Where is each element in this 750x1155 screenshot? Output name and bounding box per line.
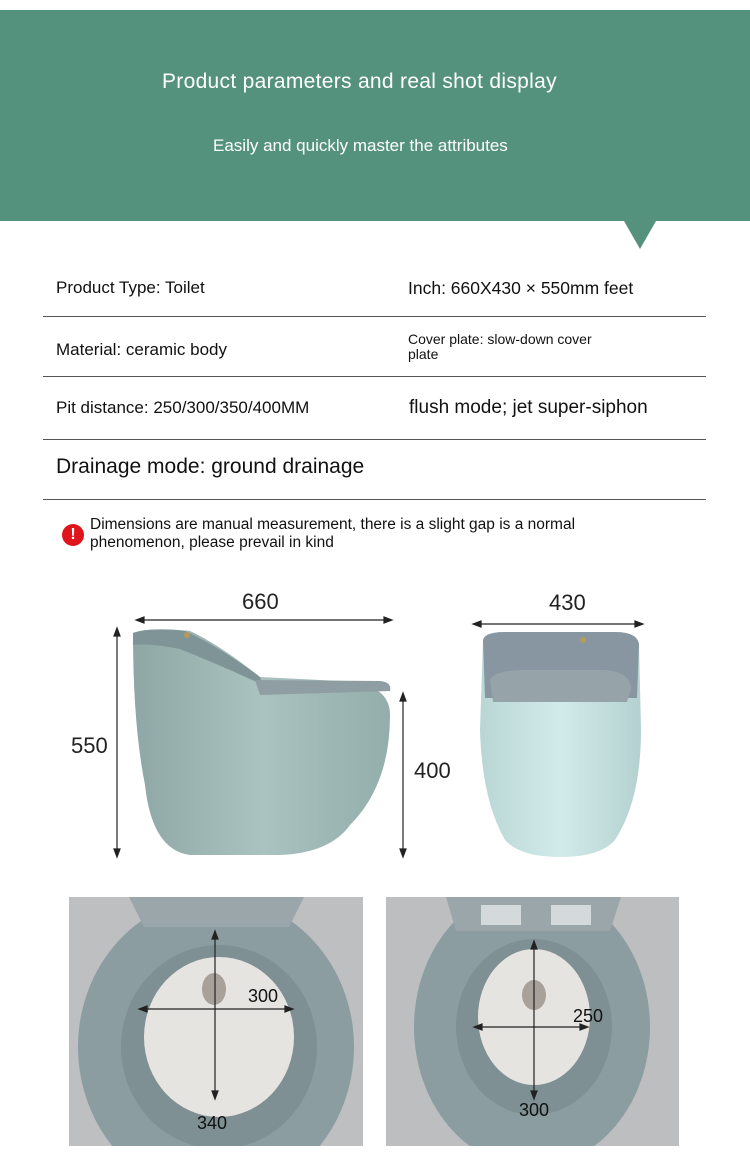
param-pit-distance: Pit distance: 250/300/350/400MM bbox=[56, 398, 310, 417]
seat-height-label: 400 bbox=[414, 758, 451, 783]
param-product-type: Product Type: Toilet bbox=[56, 278, 205, 297]
bowl-right-outer-label: 300 bbox=[519, 1100, 550, 1120]
param-size: Inch: 660X430 × 550mm feet bbox=[408, 278, 634, 298]
param-row bbox=[43, 316, 706, 377]
param-row bbox=[43, 256, 706, 317]
width-arrow bbox=[136, 617, 392, 623]
param-material: Material: ceramic body bbox=[56, 340, 228, 359]
header-banner bbox=[0, 10, 750, 221]
seat-height-arrow bbox=[400, 693, 406, 857]
notice-text: Dimensions are manual measurement, there is a slight gap is a normal phenomenon, please prevail in kind bbox=[90, 516, 576, 551]
front-width-label: 430 bbox=[549, 590, 586, 615]
param-drainage-mode: Drainage mode: ground drainage bbox=[56, 455, 365, 478]
bowl-left-inner-label: 300 bbox=[248, 986, 279, 1006]
bowl-right-inner-label: 250 bbox=[573, 1006, 604, 1026]
side-width-label: 660 bbox=[242, 589, 279, 614]
front-view-diagram bbox=[465, 610, 655, 865]
banner-subtitle: Easily and quickly master the attributes bbox=[213, 136, 508, 155]
bowl-left-outer-label: 340 bbox=[197, 1113, 228, 1133]
param-row bbox=[43, 440, 706, 500]
param-cover-plate: Cover plate: slow-down cover plate bbox=[408, 331, 592, 362]
param-flush-mode: flush mode; jet super-siphon bbox=[409, 397, 648, 418]
exclamation-icon: ! bbox=[62, 524, 84, 546]
height-arrow bbox=[114, 628, 120, 857]
side-view-diagram bbox=[60, 585, 420, 865]
front-width-arrow bbox=[473, 621, 643, 627]
param-row bbox=[43, 377, 706, 440]
side-height-label: 550 bbox=[71, 733, 108, 758]
banner-title: Product parameters and real shot display bbox=[162, 70, 557, 93]
banner-arrow-icon bbox=[624, 221, 656, 249]
bowl-photo-left bbox=[69, 897, 363, 1146]
